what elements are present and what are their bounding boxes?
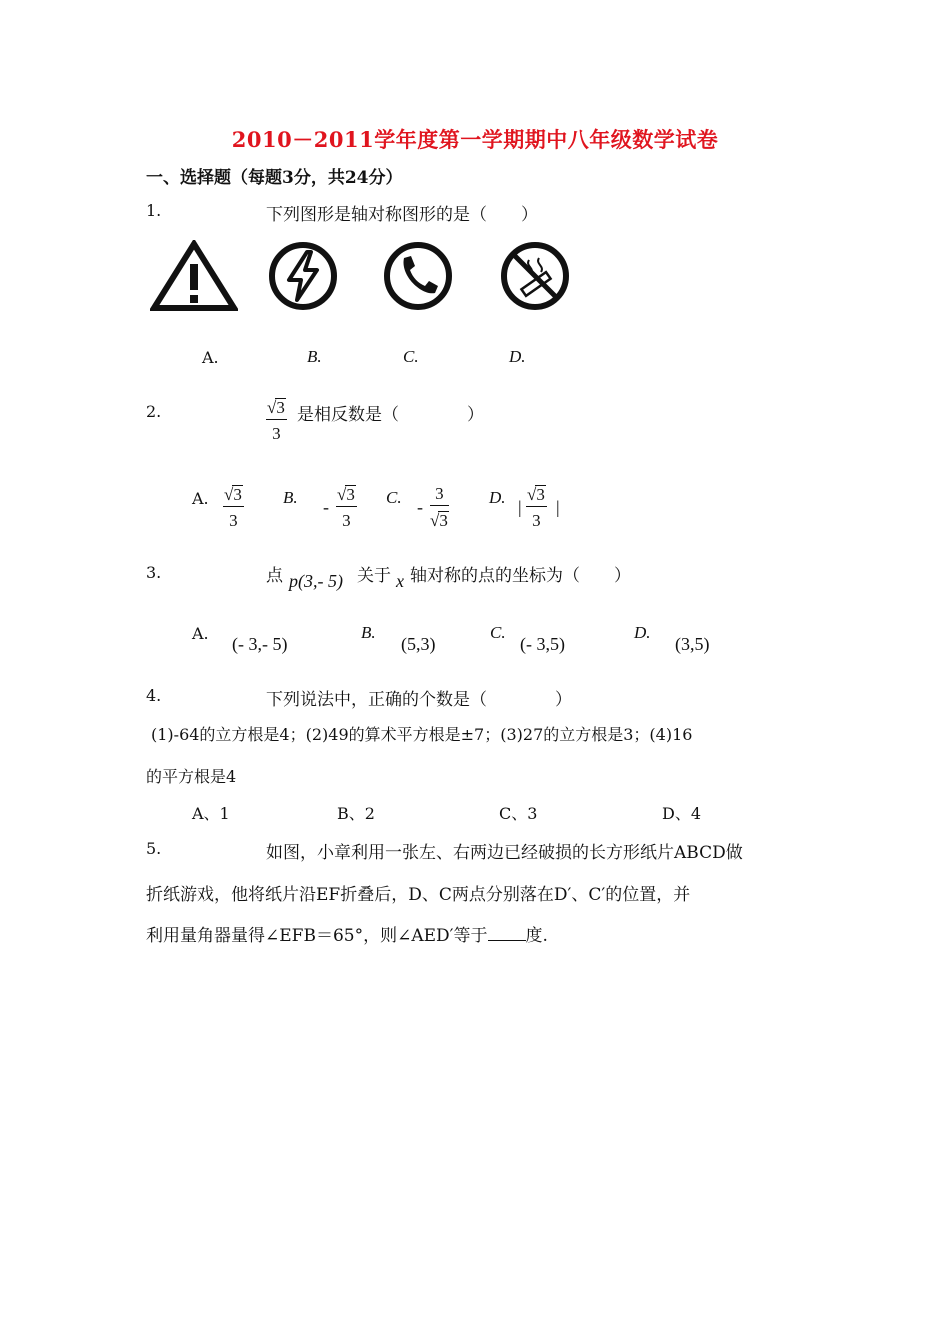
q1-number: 1. xyxy=(146,201,162,220)
q2-d-radicand: 3 xyxy=(536,485,545,504)
q1-option-c[interactable]: C. xyxy=(403,347,419,366)
q3-stem-a: 点 xyxy=(266,566,283,586)
q2-option-b-label[interactable]: B. xyxy=(283,488,298,507)
q3-option-d-value: (3,5) xyxy=(675,634,710,654)
q4-option-b[interactable]: B、2 xyxy=(337,804,375,823)
q5-line3-end: 度. xyxy=(525,926,548,946)
q2-a-denominator: 3 xyxy=(229,511,238,530)
q2-b-denominator: 3 xyxy=(342,511,351,530)
section-heading-multiple-choice: 一、选择题（每题3分，共24分） xyxy=(146,168,403,188)
q1-option-a[interactable]: A. xyxy=(202,348,219,367)
q2-option-a-fraction: √ 3 3 xyxy=(224,485,242,530)
q5-number: 5. xyxy=(146,839,162,858)
q2-stem-denominator: 3 xyxy=(272,424,281,443)
q5-line2: 折纸游戏，他将纸片沿EF折叠后，D、C两点分别落在D′、C′的位置，并 xyxy=(146,885,691,905)
q4-option-a[interactable]: A、1 xyxy=(192,804,230,823)
q3-stem-c: 轴对称的点的坐标为（ ） xyxy=(410,566,631,586)
q4-statements-line2: 的平方根是4 xyxy=(146,767,237,786)
q2-b-radicand: 3 xyxy=(346,485,355,504)
q3-option-c-label[interactable]: C. xyxy=(490,623,506,642)
q2-c-sign: - xyxy=(417,497,423,517)
q2-stem-radicand: 3 xyxy=(276,398,285,417)
q3-point: p(3,- 5) xyxy=(289,571,343,591)
q3-axis: x xyxy=(396,571,404,591)
q1-option-b[interactable]: B. xyxy=(307,347,322,366)
q3-number: 3. xyxy=(146,563,162,582)
q4-statements-line1: (1)-64的立方根是4；(2)49的算术平方根是±7；(3)27的立方根是3；(4)16 xyxy=(151,725,693,744)
lightning-circle-icon xyxy=(267,240,339,312)
q2-d-abs-right: | xyxy=(556,497,560,517)
phone-circle-icon xyxy=(382,240,454,312)
q3-option-c-value: (- 3,5) xyxy=(520,634,565,654)
q2-d-abs-left: | xyxy=(518,497,522,517)
q4-option-d[interactable]: D、4 xyxy=(662,804,702,823)
q2-d-denominator: 3 xyxy=(532,511,541,530)
q4-stem: 下列说法中，正确的个数是（ ） xyxy=(266,690,572,710)
q1-stem: 下列图形是轴对称图形的是（ ） xyxy=(266,205,538,225)
q2-c-radicand: 3 xyxy=(439,511,448,530)
q2-stem-fraction: √ 3 3 xyxy=(267,398,285,443)
q2-c-numerator: 3 xyxy=(435,484,444,503)
q3-stem-b: 关于 xyxy=(357,566,391,586)
q2-a-radicand: 3 xyxy=(233,485,242,504)
q2-option-c-fraction: 3 √ 3 xyxy=(430,484,448,530)
q2-number: 2. xyxy=(146,402,162,421)
q2-stem-text: 是相反数是（ ） xyxy=(297,405,484,425)
q2-option-d-label[interactable]: D. xyxy=(489,488,506,507)
q3-option-b-label[interactable]: B. xyxy=(361,623,376,642)
q2-b-sign: - xyxy=(323,497,329,517)
warning-triangle-icon xyxy=(150,240,238,312)
no-smoking-icon xyxy=(499,240,571,312)
q4-option-c[interactable]: C、3 xyxy=(499,804,538,823)
q4-number: 4. xyxy=(146,686,162,705)
exam-title: 2010－2011学年度第一学期期中八年级数学试卷 xyxy=(231,127,719,152)
q5-line3-text: 利用量角器量得∠EFB＝65°，则∠AED′等于 xyxy=(146,926,488,946)
q5-line3 xyxy=(146,921,548,946)
q5-answer-blank[interactable] xyxy=(488,939,526,941)
q2-option-c-label[interactable]: C. xyxy=(386,488,402,507)
q5-line1: 如图，小章利用一张左、右两边已经破损的长方形纸片ABCD做 xyxy=(266,843,743,863)
q2-option-d-fraction: √ 3 3 xyxy=(527,485,545,530)
q3-option-b-value: (5,3) xyxy=(401,634,436,654)
q2-option-a-label[interactable]: A. xyxy=(192,489,209,508)
q3-option-a-label[interactable]: A. xyxy=(192,624,209,643)
q3-option-a-value: (- 3,- 5) xyxy=(232,634,288,654)
q3-option-d-label[interactable]: D. xyxy=(634,623,651,642)
q2-option-b-fraction: √ 3 3 xyxy=(337,485,355,530)
q1-option-d[interactable]: D. xyxy=(509,347,526,366)
